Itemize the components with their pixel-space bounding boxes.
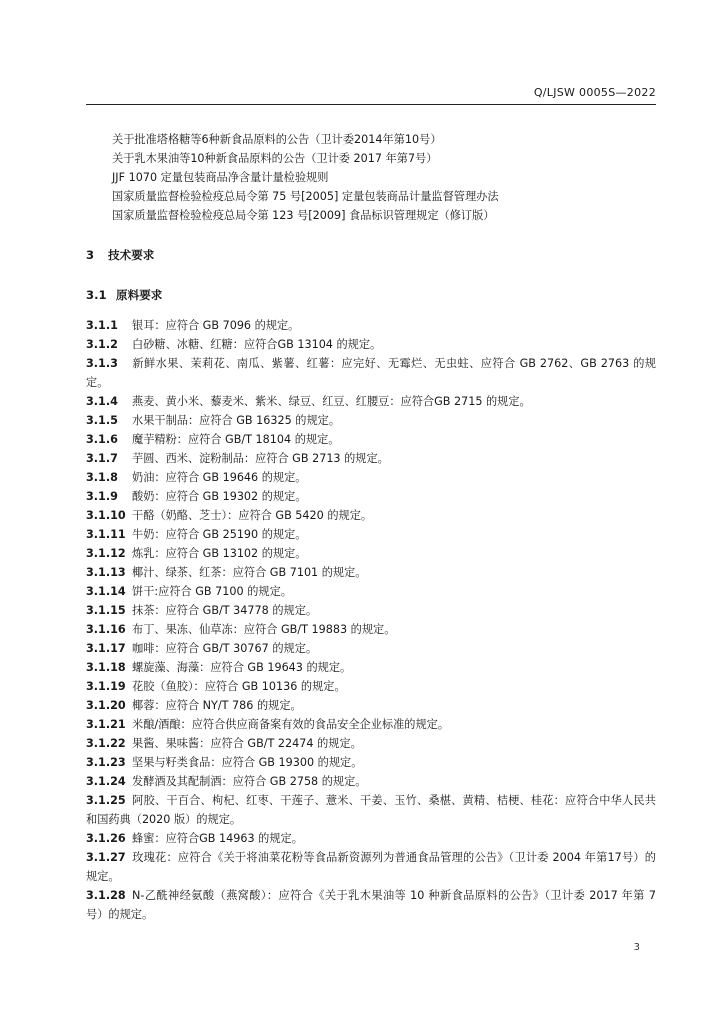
requirement-item (86, 848, 656, 886)
requirement-number: 3.1.12 (86, 547, 126, 560)
requirement-text: 干酪（奶酪、芝士）：应符合 GB 5420 的规定。 (132, 509, 373, 522)
requirement-number: 3.1.11 (86, 528, 126, 541)
requirement-item (86, 316, 656, 335)
requirement-item (86, 829, 656, 848)
requirement-list (86, 316, 656, 924)
requirement-number: 3.1.8 (86, 471, 118, 484)
requirement-text: 燕麦、黄小米、藜麦米、紫米、绿豆、红豆、红腰豆：应符合GB 2715 的规定。 (132, 395, 531, 408)
requirement-text: 炼乳：应符合 GB 13102 的规定。 (132, 547, 307, 560)
requirement-number: 3.1.3 (86, 357, 118, 370)
section-title: 技术要求 (108, 248, 155, 262)
requirement-item (86, 506, 656, 525)
requirement-item (86, 658, 656, 677)
requirement-item (86, 335, 656, 354)
requirement-number: 3.1.18 (86, 661, 126, 674)
requirement-item (86, 886, 656, 924)
requirement-item (86, 563, 656, 582)
requirement-text: 饼干:应符合 GB 7100 的规定。 (132, 585, 292, 598)
requirement-text: 白砂糖、冰糖、红糖：应符合GB 13104 的规定。 (132, 338, 382, 351)
requirement-item (86, 677, 656, 696)
requirement-item (86, 487, 656, 506)
requirement-text: 布丁、果冻、仙草冻：应符合 GB/T 19883 的规定。 (132, 623, 396, 636)
requirement-number: 3.1.27 (86, 851, 126, 864)
requirement-item (86, 791, 656, 829)
requirement-number: 3.1.13 (86, 566, 126, 579)
requirement-item (86, 354, 656, 392)
requirement-number: 3.1.24 (86, 775, 126, 788)
requirement-text: 米酿/酒酿：应符合供应商备案有效的食品安全企业标准的规定。 (132, 718, 450, 731)
reference-item: 关于批准塔格糖等6种新食品原料的公告（卫计委2014年第10号） (112, 133, 442, 146)
requirement-item (86, 601, 656, 620)
requirement-item (86, 449, 656, 468)
standard-code: Q/LJSW 0005S—2022 (533, 86, 656, 99)
requirement-text: 蜂蜜：应符合GB 14963 的规定。 (132, 832, 303, 845)
requirement-item (86, 468, 656, 487)
requirement-text: 酸奶：应符合 GB 19302 的规定。 (132, 490, 307, 503)
requirement-text: 椰蓉：应符合 NY/T 786 的规定。 (132, 699, 302, 712)
requirement-item (86, 582, 656, 601)
requirement-item (86, 772, 656, 791)
requirement-text: N-乙酰神经氨酸（燕窝酸）：应符合《关于乳木果油等 10 种新食品原料的公告》（卫计委 2017 年第 7 号）的规定。 (86, 889, 656, 921)
subsection-title: 原料要求 (116, 288, 163, 302)
requirement-text: 果酱、果味酱：应符合 GB/T 22474 的规定。 (132, 737, 362, 750)
subsection-number: 3.1 (86, 288, 107, 302)
requirement-number: 3.1.20 (86, 699, 126, 712)
requirement-number: 3.1.16 (86, 623, 126, 636)
requirement-item (86, 715, 656, 734)
section-heading (86, 247, 154, 263)
requirement-number: 3.1.28 (86, 889, 126, 902)
requirement-text: 魔芋精粉：应符合 GB/T 18104 的规定。 (132, 433, 340, 446)
header-rule (86, 104, 656, 105)
requirement-text: 奶油：应符合 GB 19646 的规定。 (132, 471, 307, 484)
requirement-text: 螺旋藻、海藻：应符合 GB 19643 的规定。 (132, 661, 352, 674)
requirement-text: 水果干制品：应符合 GB 16325 的规定。 (132, 414, 341, 427)
reference-item: 关于乳木果油等10种新食品原料的公告（卫计委 2017 年第7号） (112, 152, 438, 165)
section-number: 3 (86, 248, 95, 262)
subsection-heading (86, 287, 162, 303)
page-number: 3 (633, 942, 640, 953)
requirement-number: 3.1.21 (86, 718, 126, 731)
requirement-text: 发酵酒及其配制酒：应符合 GB 2758 的规定。 (132, 775, 367, 788)
reference-item: JJF 1070 定量包装商品净含量计量检验规则 (112, 171, 329, 184)
requirement-number: 3.1.1 (86, 319, 118, 332)
requirement-item (86, 753, 656, 772)
reference-item: 国家质量监督检验检疫总局令第 75 号[2005] 定量包装商品计量监督管理办法 (112, 190, 499, 203)
requirement-item (86, 734, 656, 753)
requirement-number: 3.1.14 (86, 585, 126, 598)
requirement-text: 芋圆、西米、淀粉制品：应符合 GB 2713 的规定。 (132, 452, 389, 465)
requirement-number: 3.1.10 (86, 509, 126, 522)
requirement-text: 牛奶：应符合 GB 25190 的规定。 (132, 528, 307, 541)
requirement-text: 阿胶、干百合、枸杞、红枣、干莲子、薏米、干姜、玉竹、桑椹、黄精、桔梗、桂花：应符合中华人民共和国药典（2020 版）的规定。 (86, 794, 656, 826)
requirement-number: 3.1.2 (86, 338, 118, 351)
requirement-text: 抹茶：应符合 GB/T 34778 的规定。 (132, 604, 318, 617)
requirement-number: 3.1.6 (86, 433, 118, 446)
requirement-number: 3.1.15 (86, 604, 126, 617)
requirement-item (86, 525, 656, 544)
requirement-item (86, 430, 656, 449)
requirement-item (86, 411, 656, 430)
reference-list (112, 130, 672, 225)
requirement-number: 3.1.22 (86, 737, 126, 750)
requirement-number: 3.1.23 (86, 756, 126, 769)
requirement-item (86, 639, 656, 658)
requirement-number: 3.1.17 (86, 642, 126, 655)
requirement-text: 新鲜水果、茉莉花、南瓜、紫薯、红薯：应完好、无霉烂、无虫蛀、应符合 GB 2762、GB 2763 的规定。 (86, 357, 656, 389)
requirement-number: 3.1.26 (86, 832, 126, 845)
requirement-number: 3.1.25 (86, 794, 126, 807)
reference-item: 国家质量监督检验检疫总局令第 123 号[2009] 食品标识管理规定（修订版） (112, 209, 495, 222)
requirement-text: 玫瑰花：应符合《关于将油菜花粉等食品新资源列为普通食品管理的公告》（卫计委 2004 年第17号）的规定。 (86, 851, 656, 883)
requirement-item (86, 696, 656, 715)
requirement-number: 3.1.9 (86, 490, 118, 503)
requirement-number: 3.1.5 (86, 414, 118, 427)
requirement-text: 银耳：应符合 GB 7096 的规定。 (132, 319, 300, 332)
requirement-text: 坚果与籽类食品：应符合 GB 19300 的规定。 (132, 756, 363, 769)
requirement-number: 3.1.7 (86, 452, 118, 465)
requirement-item (86, 620, 656, 639)
requirement-text: 咖啡：应符合 GB/T 30767 的规定。 (132, 642, 318, 655)
requirement-number: 3.1.4 (86, 395, 118, 408)
requirement-text: 花胶（鱼胶）：应符合 GB 10136 的规定。 (132, 680, 346, 693)
requirement-item (86, 544, 656, 563)
requirement-number: 3.1.19 (86, 680, 126, 693)
requirement-text: 椰汁、绿茶、红茶：应符合 GB 7101 的规定。 (132, 566, 367, 579)
requirement-item (86, 392, 656, 411)
